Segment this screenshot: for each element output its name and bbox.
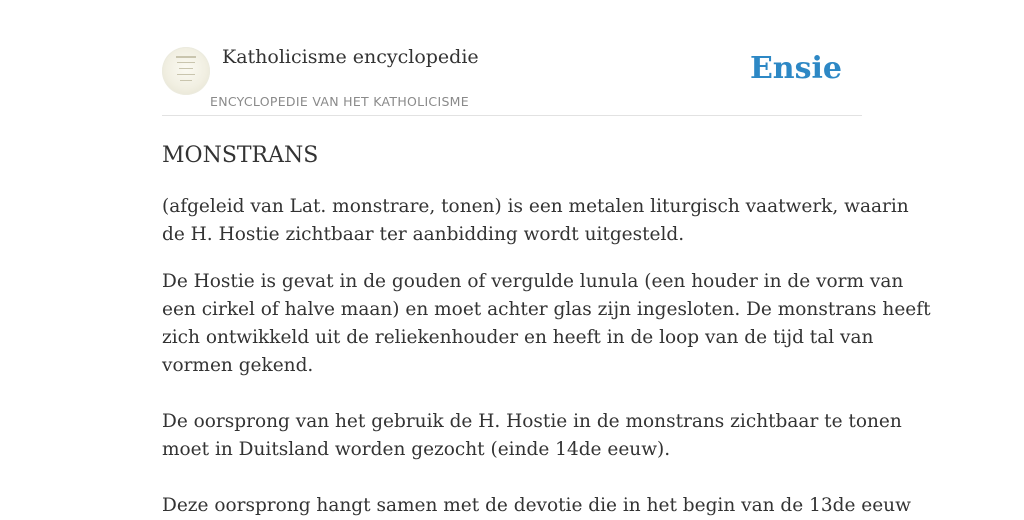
paragraph-2 (162, 268, 931, 380)
paragraph-3 (162, 408, 902, 464)
paragraph-2-line-3: zich ontwikkeld uit de reliekenhouder en heeft in de loop van de tijd tal van (162, 327, 874, 348)
paragraph-3-line-1: De oorsprong van het gebruik de H. Hostie in de monstrans zichtbaar te tonen (162, 411, 902, 432)
paragraph-1 (162, 193, 909, 249)
entry-title: MONSTRANS (162, 143, 319, 168)
paragraph-3-line-2: moet in Duitsland worden gezocht (einde 14de eeuw). (162, 439, 671, 460)
ensie-logo-link[interactable]: Ensie (749, 51, 842, 86)
paragraph-2-line-2: een cirkel of halve maan) en moet achter glas zijn ingesloten. De monstrans heeft (162, 299, 931, 320)
book-cover-icon[interactable] (162, 47, 210, 95)
paragraph-4 (162, 492, 911, 520)
page (162, 0, 931, 520)
site-title[interactable]: Katholicisme encyclopedie (222, 46, 479, 68)
site-subtitle: ENCYCLOPEDIE VAN HET KATHOLICISME (210, 94, 469, 109)
site-header (162, 0, 862, 116)
paragraph-4-line-1: Deze oorsprong hangt samen met de devotie die in het begin van de 13de eeuw (162, 495, 911, 516)
paragraph-2-line-4: vormen gekend. (162, 355, 314, 376)
paragraph-1-line-1: (afgeleid van Lat. monstrare, tonen) is een metalen liturgisch vaatwerk, waarin (162, 196, 909, 217)
paragraph-1-line-2: de H. Hostie zichtbaar ter aanbidding wordt uitgesteld. (162, 224, 685, 245)
paragraph-2-line-1: De Hostie is gevat in de gouden of vergulde lunula (een houder in de vorm van (162, 271, 904, 292)
